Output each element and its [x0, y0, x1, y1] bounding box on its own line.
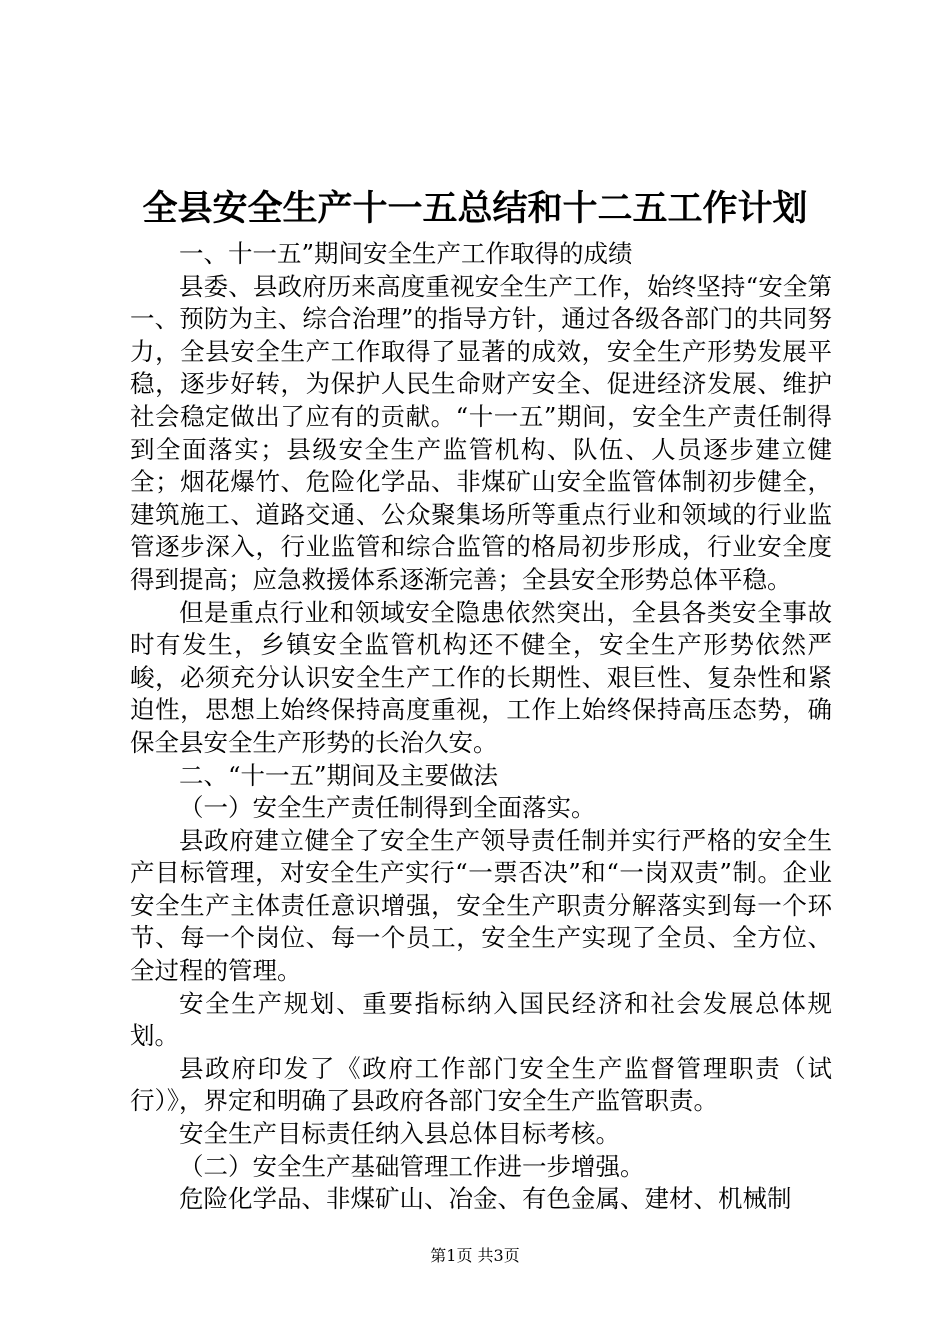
paragraph: 安全生产目标责任纳入县总体目标考核。	[179, 1119, 620, 1149]
section-heading-1: 一、十一五”期间安全生产工作取得的成绩	[179, 239, 633, 268]
document-body	[130, 238, 832, 1216]
paragraph: 县委、县政府历来高度重视安全生产工作，始终坚持“安全第一、预防为主、综合治理”的指导方针，通过各级各部门的共同努力，全县安全生产工作取得了显著的成效，安全生产形势发展平稳，逐步好转，为保护人民生命财产安全、促进经济发展、维护社会稳定做出了应有的贡献。“十一五”期间，安全生产责任制得到全面落实；县级安全生产监管机构、队伍、人员逐步建立健全；烟花爆竹、危险化学品、非煤矿山安全监管体制初步健全，建筑施工、道路交通、公众聚集场所等重点行业和领域的行业监管逐步深入，行业监管和综合监管的格局初步形成，行业安全度得到提高；应急救援体系逐渐完善；全县安全形势总体平稳。	[130, 271, 832, 594]
document-title: 全县安全生产十一五总结和十二五工作计划	[142, 188, 808, 229]
section-heading-2: 二、“十一五”期间及主要做法	[179, 760, 499, 790]
paragraph: 危险化学品、非煤矿山、冶金、有色金属、建材、机械制	[179, 1184, 792, 1214]
subsection-heading-1: （一）安全生产责任制得到全面落实。	[179, 793, 596, 823]
paragraph: 但是重点行业和领域安全隐患依然突出，全县各类安全事故时有发生，乡镇安全监管机构还不健全，安全生产形势依然严峻，必须充分认识安全生产工作的长期性、艰巨性、复杂性和紧迫性，思想上始终保持高度重视，工作上始终保持高压态势，确保全县安全生产形势的长治久安。	[130, 597, 832, 757]
paragraph: 安全生产规划、重要指标纳入国民经济和社会发展总体规划。	[130, 988, 832, 1051]
paragraph: 县政府印发了《政府工作部门安全生产监督管理职责（试行）》，界定和明确了县政府各部门安全生产监管职责。	[130, 1053, 832, 1116]
subsection-heading-2: （二）安全生产基础管理工作进一步增强。	[179, 1151, 645, 1181]
page-footer: 第1页 共3页	[430, 1246, 520, 1265]
paragraph: 县政府建立健全了安全生产领导责任制并实行严格的安全生产目标管理，对安全生产实行“一票否决”和“一岗双责”制。企业安全生产主体责任意识增强，安全生产职责分解落实到每一个环节、每一个岗位、每一个员工，安全生产实现了全员、全方位、全过程的管理。	[130, 825, 832, 986]
